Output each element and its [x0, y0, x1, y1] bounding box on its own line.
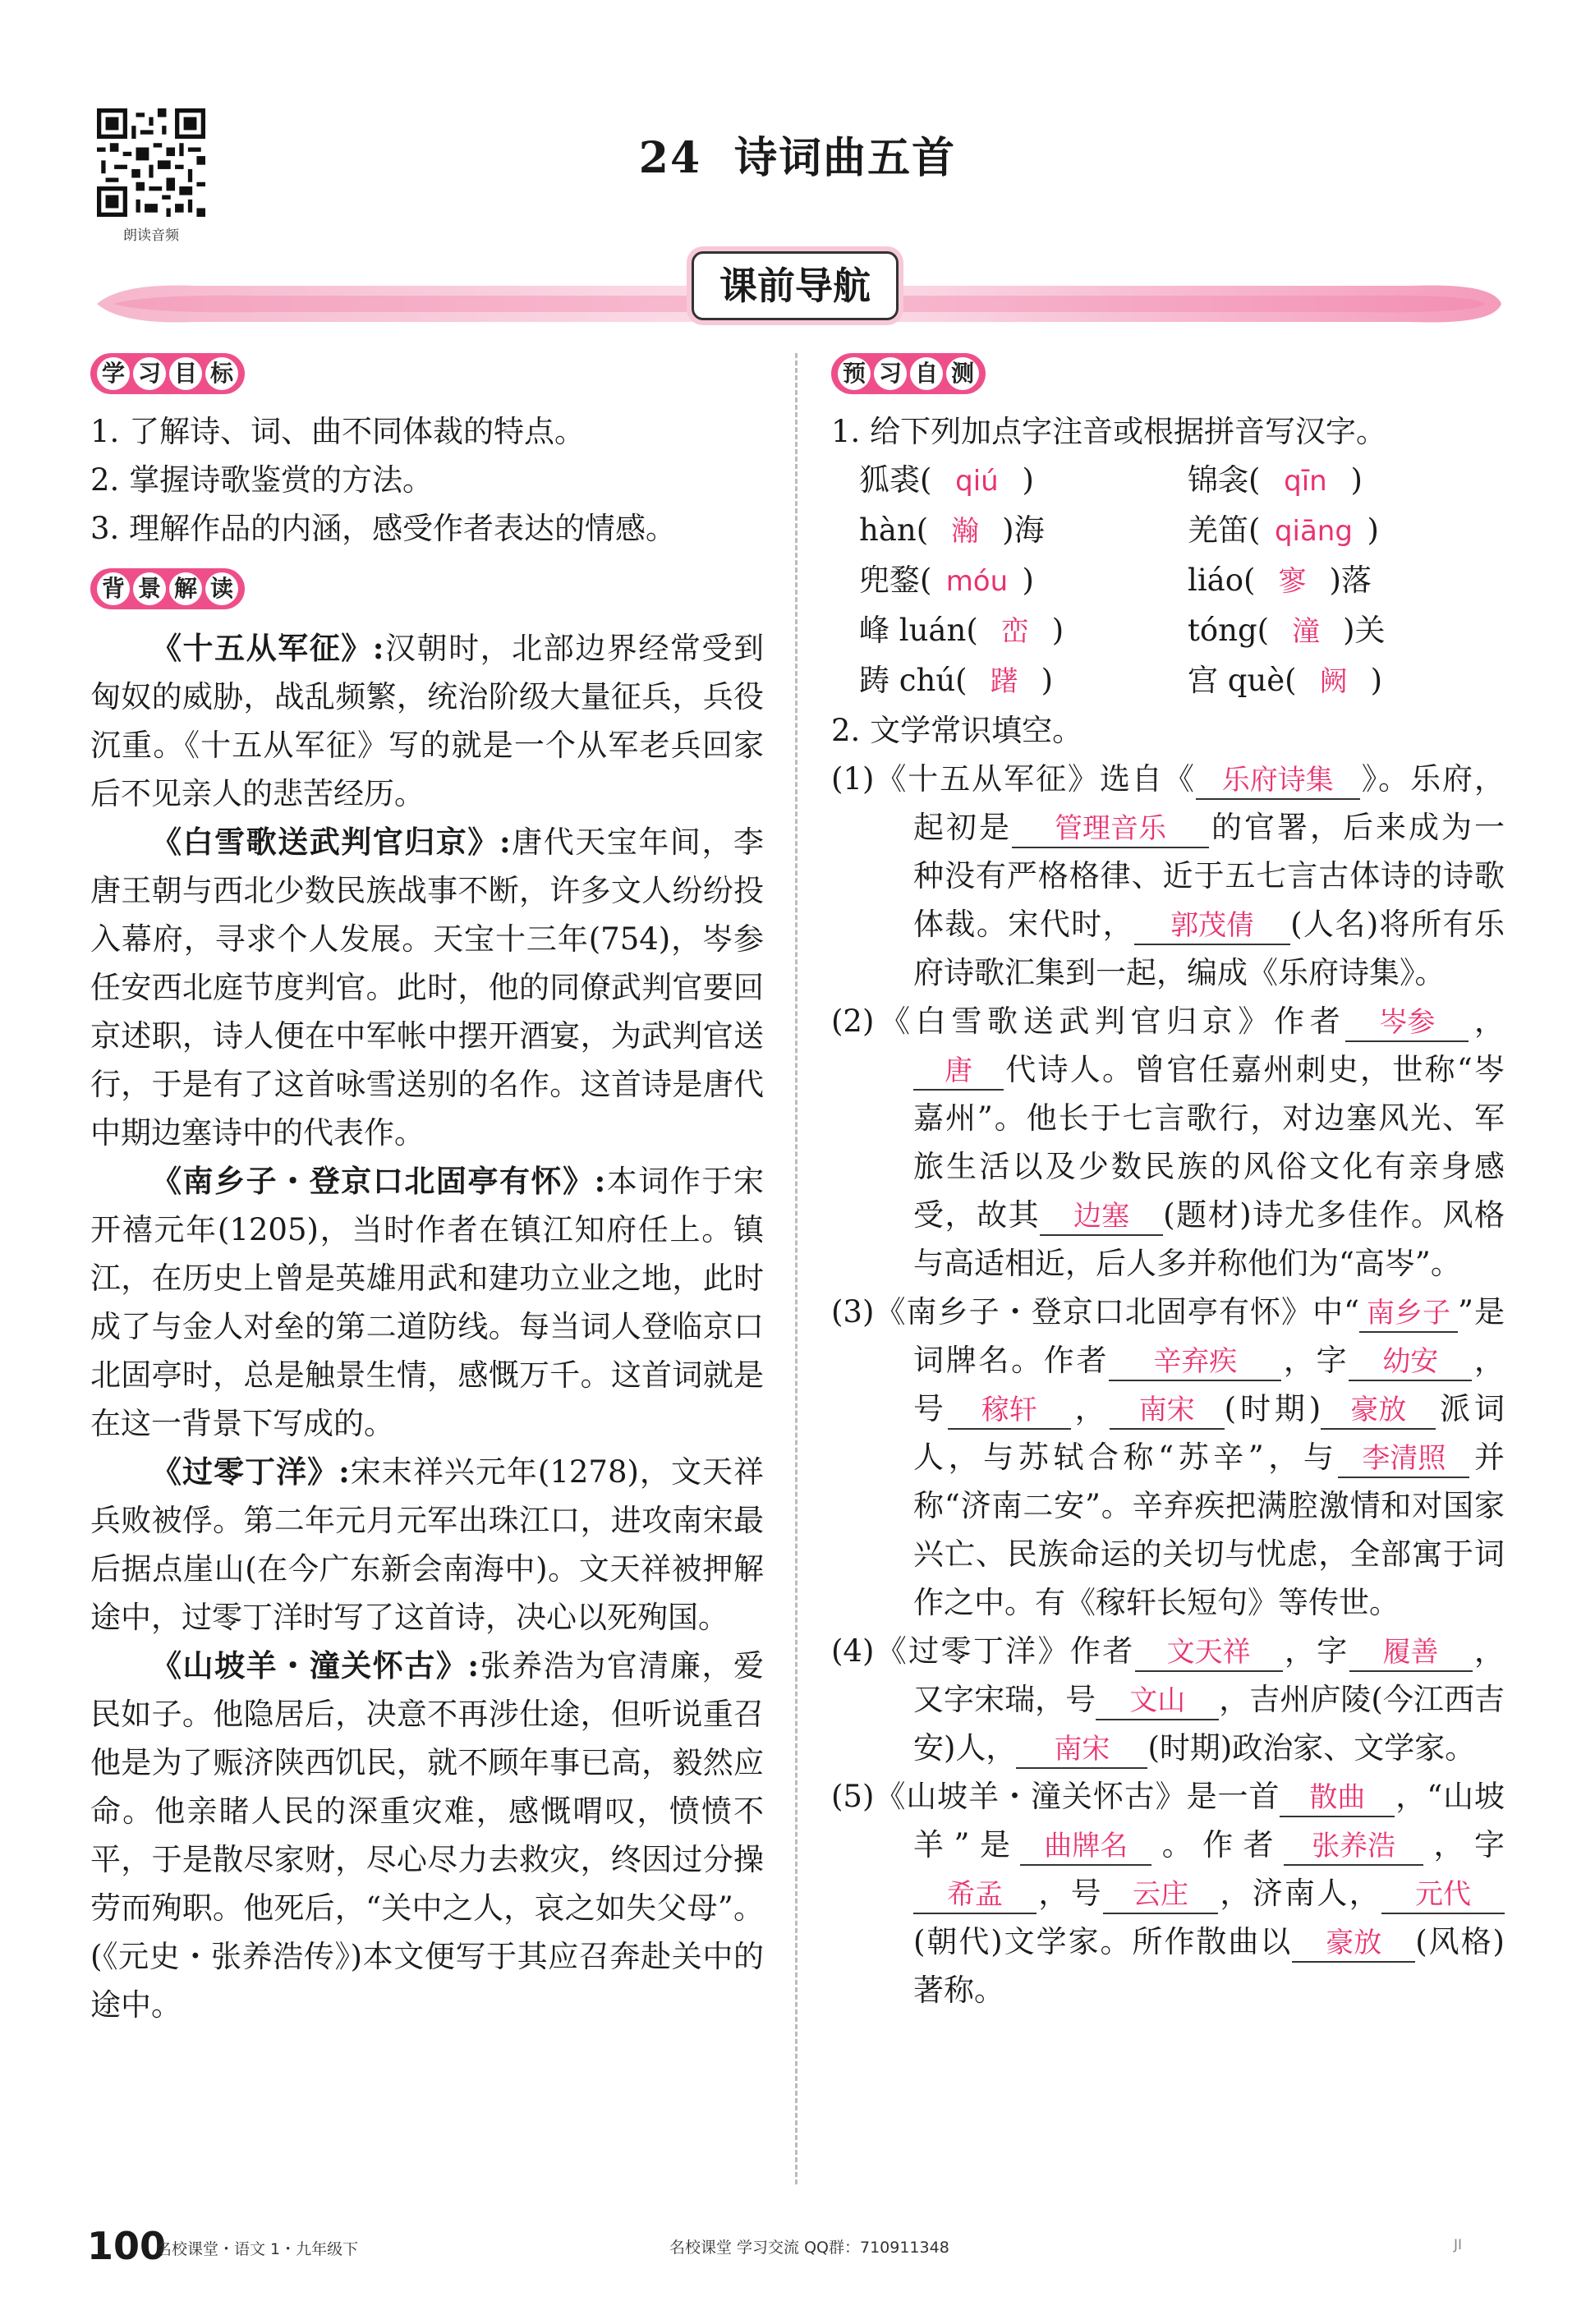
background-paragraph: 《十五从军征》:汉朝时，北部边界经常受到匈奴的威胁，战乱频繁，统治阶级大量征兵，兵役沉重。《十五从军征》写的就是一个从军老兵回家后不见亲人的悲苦经历。: [90, 630, 764, 811]
footer-mark: JI: [1454, 2237, 1463, 2253]
tag-char: 读: [205, 572, 238, 605]
pinyin-item: 宫 què( 阙 ): [1188, 663, 1383, 698]
pinyin-item: 羌笛( qiāng ): [1188, 512, 1379, 548]
tag-char: 解: [169, 572, 202, 605]
tag-char: 测: [946, 357, 979, 390]
tag-char: 习: [874, 357, 907, 390]
sub-question-2: (2)《白雪歌送武判官归京》作者 岑参 ，唐 代诗人。曾官任嘉州刺史，世称“岑嘉州”。他长于七言歌行，对边塞风光、军旅生活以及少数民族的风俗文化有亲身感受，故其 边塞 (题材)诗尤多佳作。风格与高适相近，后人多并称他们为“高岑”。: [831, 1004, 1505, 1281]
learning-goals: [90, 407, 764, 553]
tag-char: 景: [133, 572, 166, 605]
page-title: [0, 123, 1595, 185]
tag-learning-goals: [90, 353, 245, 394]
sub-question-1: (1)《十五从军征》选自《 乐府诗集 》。乐府，起初是 管理音乐 的官署，后来成为一种没有严格格律、近于五七言古体诗的诗歌体裁。宋代时， 郭茂倩 (人名)将所有乐府诗歌汇集到一起，编成《乐府诗集》。: [831, 761, 1505, 990]
footer-book: 名校课堂・语文 1・九年级下: [156, 2240, 359, 2258]
question-1: 1. 给下列加点字注音或根据拼音写汉字。: [831, 414, 1387, 449]
qr-caption: 朗读音频: [123, 227, 179, 244]
page-number: 100: [87, 2224, 167, 2268]
tag-char: 习: [133, 357, 166, 390]
tag-char: 学: [97, 357, 130, 390]
pinyin-item: tóng( 潼 )关: [1188, 613, 1386, 648]
background-paragraph: 《过零丁洋》:宋末祥兴元年(1278)，文天祥兵败被俘。第二年元月元军出珠江口，进攻南宋最后据点崖山(在今广东新会南海中)。文天祥被押解途中，过零丁洋时写了这首诗，决心以死殉国。: [90, 1454, 764, 1635]
pinyin-item: 峰 luán( 峦 ): [859, 613, 1064, 648]
tag-char: 自: [910, 357, 943, 390]
banner-title: 课前导航: [692, 251, 899, 320]
tag-char: 标: [205, 357, 238, 390]
pinyin-item: liáo( 寥 )落: [1188, 563, 1372, 598]
sub-question-3: (3)《南乡子・登京口北固亭有怀》中“ 南乡子 ”是词牌名。作者 辛弃疾 ，字 幼安 ，号 稼轩 ， 南宋 (时期) 豪放 派词人，与苏轼合称“苏辛”，与 李清照 并称“济南二安”。辛弃疾把满腔激情和对国家兴亡、民族命运的关切与忧虑，全部寓于词作之中。有《稼轩长短句》等传世。: [831, 1294, 1505, 1620]
goal-item: 2. 掌握诗歌鉴赏的方法。: [90, 462, 434, 498]
footer-exchange: 名校课堂 学习交流 QQ群：710911348: [669, 2239, 949, 2257]
background-paragraph: 《南乡子・登京口北固亭有怀》:本词作于宋开禧元年(1205)，当时作者在镇江知府任上。镇江，在历史上曾是英雄用武和建功立业之地，此时成了与金人对垒的第二道防线。每当词人登临京口北固亭时，总是触景生情，感慨万千。这首词就是在这一背景下写成的。: [90, 1163, 764, 1441]
pinyin-item: 狐裘( qiú ): [859, 462, 1034, 498]
tag-char: 背: [97, 572, 130, 605]
goal-item: 1. 了解诗、词、曲不同体裁的特点。: [90, 414, 586, 449]
pinyin-item: 踌 chú( 躇 ): [859, 663, 1054, 698]
background-section: [90, 624, 764, 2029]
background-paragraph: 《白雪歌送武判官归京》:唐代天宝年间，李唐王朝与西北少数民族战事不断，许多文人纷纷投入幕府，寻求个人发展。天宝十三年(754)，岑参任安西北庭节度判官。此时，他的同僚武判官要回京述职，诗人便在中军帐中摆开酒宴，为武判官送行，于是有了这首咏雪送别的名作。这首诗是唐代中期边塞诗中的代表作。: [90, 824, 764, 1151]
background-paragraph: 《山坡羊・潼关怀古》:张养浩为官清廉，爱民如子。他隐居后，决意不再涉仕途，但听说重召他是为了赈济陕西饥民，就不顾年事已高，毅然应命。他亲睹人民的深重灾难，感慨喟叹，愤愤不平，于是散尽家财，尽心尽力去救灾，终因过分操劳而殉职。他死后，“关中之人，哀之如失父母”。(《元史・张养浩传》)本文便写于其应召奔赴关中的途中。: [90, 1647, 764, 2023]
tag-preview-test: [831, 353, 986, 394]
lesson-number: 24: [638, 133, 702, 183]
sub-question-5: (5)《山坡羊・潼关怀古》是一首 散曲 ，“山坡羊”是 曲牌名 。作者 张养浩 ，字希孟 ，号 云庄 ，济南人， 元代(朝代)文学家。所作散曲以 豪放 (风格)著称。: [831, 1779, 1505, 2008]
lesson-title: 诗词曲五首: [734, 133, 957, 183]
question-2: 2. 文学常识填空。: [831, 713, 1083, 748]
pinyin-item: 锦衾( qīn ): [1188, 462, 1363, 498]
goal-item: 3. 理解作品的内涵，感受作者表达的情感。: [90, 511, 677, 546]
tag-background: [90, 568, 245, 609]
tag-char: 预: [838, 357, 871, 390]
tag-char: 目: [169, 357, 202, 390]
pinyin-item: hàn( 瀚 )海: [859, 512, 1045, 548]
pinyin-grid: [859, 456, 1505, 706]
column-divider: [795, 353, 798, 2184]
pinyin-item: 兜鍪( móu ): [859, 563, 1034, 598]
preview-test: [831, 407, 1505, 2014]
sub-question-4: (4)《过零丁洋》作者 文天祥 ，字 履善 ，又字宋瑞，号 文山 ，吉州庐陵(今江西吉安)人， 南宋 (时期)政治家、文学家。: [831, 1627, 1505, 1772]
